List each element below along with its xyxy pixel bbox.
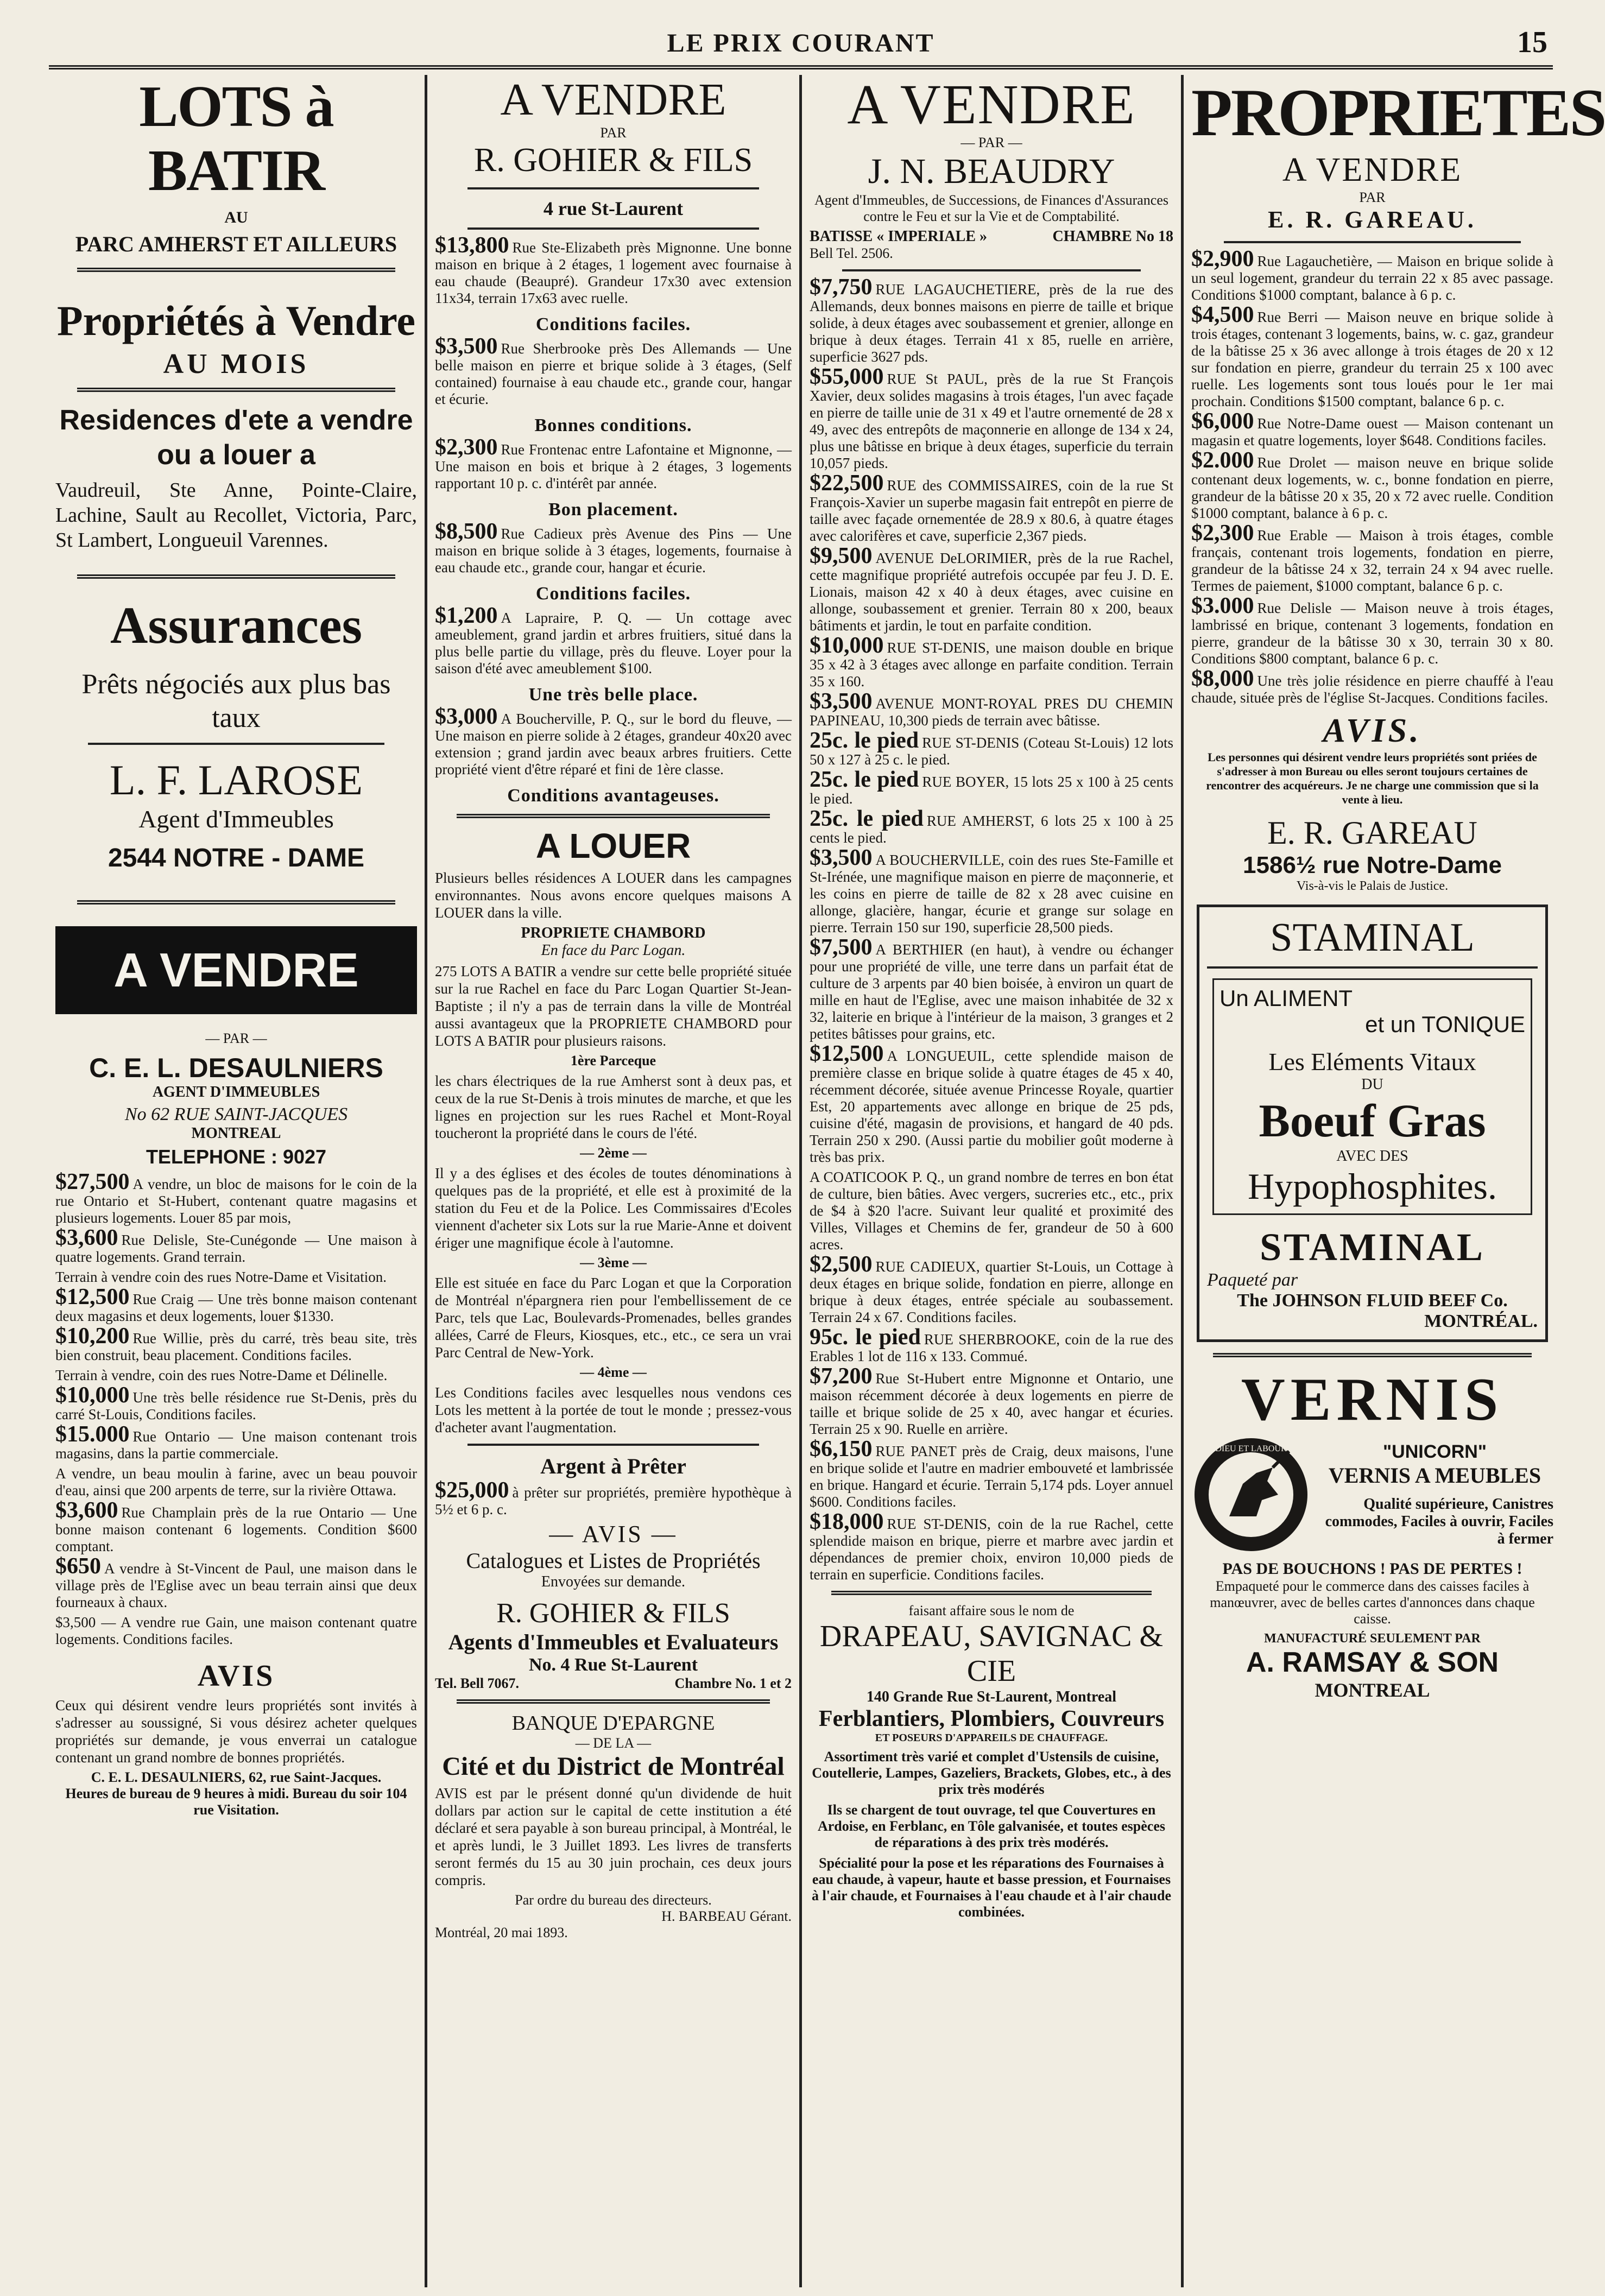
listing-text: Rue Cadieux près Avenue des Pins — Une maison en brique solide à 3 étages, logements, fournaise à eau chaude etc., grande cour, hangar et écurie. xyxy=(435,526,792,575)
listing-group xyxy=(1191,246,1553,706)
c3-tel: Bell Tel. 2506. xyxy=(810,245,893,261)
preter-title: Argent à Prêter xyxy=(540,1454,686,1478)
listing-item xyxy=(55,1614,417,1648)
c4-avis-title: AVIS. xyxy=(1323,712,1422,749)
listing-text: Une très jolie résidence en pierre chauffé à l'eau chaude, située près de l'église St-Jacques. Conditions faciles. xyxy=(1191,673,1553,706)
c2-tel: Tel. Bell 7067. xyxy=(435,1675,520,1691)
listing-text: RUE ST-DENIS, une maison double en brique 35 x 42 à 3 étages avec allonge en parfaite condition. Terrain 35 x 160. xyxy=(810,640,1173,690)
listing-item xyxy=(810,1325,1173,1365)
resid-title: Residences d'ete a vendre ou a louer a xyxy=(59,404,413,471)
listing-text: Terrain à vendre, coin des rues Notre-Dame et Délinelle. xyxy=(55,1367,388,1383)
divider xyxy=(457,1699,770,1704)
envoyees: Envoyées sur demande. xyxy=(541,1573,686,1590)
listing-item xyxy=(1191,302,1553,410)
telephone: TELEPHONE : 9027 xyxy=(146,1146,327,1168)
c2-addr: 4 rue St-Laurent xyxy=(543,198,684,219)
c2-firm: R. GOHIER & FILS xyxy=(473,142,753,179)
listing-item xyxy=(1191,246,1553,303)
listing-item xyxy=(810,1437,1173,1510)
listing-group xyxy=(810,275,1174,1583)
listing-item xyxy=(810,1364,1173,1438)
page-number: 15 xyxy=(1517,26,1547,59)
listing-price: $3,500 xyxy=(810,845,873,870)
listing-item xyxy=(55,1285,417,1325)
listing-price: $650 xyxy=(55,1554,101,1579)
vendre-banner: A VENDRE xyxy=(55,926,417,1014)
listing-text: Rue Champlain près de la rue Ontario — Une bonne maison contenant 6 logements. Condition $600 comptant. xyxy=(55,1504,417,1554)
listing-price: $1,200 xyxy=(435,603,498,628)
assortiment: Assortiment très varié et complet d'Ustensils de cuisine, Coutellerie, Lampes, Gazeliers, Brackets, Globes, etc., à des prix très modérés xyxy=(812,1749,1171,1797)
banque-order: Par ordre du bureau des directeurs. xyxy=(515,1892,712,1908)
listing-price: 25c. le pied xyxy=(810,728,919,753)
listing-text: RUE St PAUL, près de la rue St François Xavier, deux solides magasins à trois étages, l'un avec façade en pierre de taille unie de 31 x 49 et l'autre ornementé de 28 x 49, avec des entrepôts de maçonnerie en allonge de 134 x 24, plus une bâtisse en brique à deux étages, superficie du terrain 10,057 pieds. xyxy=(810,371,1173,471)
listing-text: A Lapraire, P. Q. — Un cottage avec ameublement, grand jardin et arbres fruitiers, situé dans la plus belle partie du village, près du fleuve. Loyer pour la saison d'été avec ameublement $100. xyxy=(435,610,792,676)
preter-text: à prêter sur propriétés, première hypothèque à 5½ et 6 p. c. xyxy=(435,1484,792,1517)
listing-text: Rue Frontenac entre Lafontaine et Mignonne, — Une maison en bois et brique à 2 étages, 3 logements rapportant 10 p. c. d'intérêt par année. xyxy=(435,441,792,491)
column-4 xyxy=(1181,75,1605,2287)
listing-price: $2,500 xyxy=(810,1252,873,1277)
listing-item xyxy=(55,1498,417,1555)
lots-sub2: PARC AMHERST ET AILLEURS xyxy=(75,232,397,256)
listing-price: $8,500 xyxy=(435,519,498,544)
divider xyxy=(831,1591,1152,1595)
listing-item xyxy=(55,1383,417,1423)
section-heading: Conditions faciles. xyxy=(535,584,691,604)
listing-item xyxy=(435,519,792,576)
listing-price: 25c. le pied xyxy=(810,806,924,831)
tel-row xyxy=(435,1675,792,1692)
gareau-name: E. R. GAREAU xyxy=(1267,815,1477,851)
par-label: — PAR — xyxy=(205,1030,267,1046)
listing-item xyxy=(55,1367,417,1384)
c4-agent: E. R. GAREAU. xyxy=(1268,206,1477,233)
divider xyxy=(467,227,759,230)
ramsay: A. RAMSAY & SON xyxy=(1246,1647,1499,1678)
p3-text: Elle est située en face du Parc Logan et que la Corporation de Montréal n'épargnera rien pour l'embellissement de ce Parc, tels que Lac, Boulevards-Promenades, belles grandes allées, Carré de Fleurs, Kiosques, etc., etc., ce sera un vrai Parc Central de New-York. xyxy=(435,1275,792,1361)
chambord-text: 275 LOTS A BATIR a vendre sur cette belle propriété située sur la rue Rachel en face du Parc Logan Quartier St-Jean-Baptiste ; il n'y a pas de terrain dans la ville de Montréal aussi avantageux que la PROPRIETE CHAMBORD pour LOTS A BATIR pour plusieurs raisons. xyxy=(435,963,792,1049)
listing-price: $3,500 xyxy=(810,689,873,714)
desaulniers-name: C. E. L. DESAULNIERS xyxy=(89,1053,383,1083)
listing-item xyxy=(435,435,792,492)
listing-price: $10,000 xyxy=(55,1383,130,1408)
qualite: Qualité supérieure, Canistres commodes, Faciles à ouvrir, Faciles à fermer xyxy=(1325,1496,1553,1547)
section-heading: Bonnes conditions. xyxy=(534,415,692,435)
listing-item xyxy=(810,1509,1173,1583)
listing-price: $7,200 xyxy=(810,1364,873,1389)
listing-item xyxy=(810,543,1173,634)
section-heading: Une très belle place. xyxy=(528,685,698,705)
louer-text: Plusieurs belles résidences A LOUER dans les campagnes environnantes. Nous avons encore quelques maisons A LOUER dans la ville. xyxy=(435,870,792,921)
listing-text: A Boucherville, P. Q., sur le bord du fleuve, — Une maison en pierre solide à 2 étages, grandeur 40x20 avec extension ; grand jardin avec beaux arbres fruitiers. Cette propriété vient d'être réparé et fini de 1ère classe. xyxy=(435,711,792,777)
listing-text: Rue Notre-Dame ouest — Maison contenant un magasin et quatre logements, loyer $648. Conditions faciles. xyxy=(1191,415,1553,448)
listing-item xyxy=(810,1041,1173,1166)
section-heading: Conditions faciles. xyxy=(535,314,691,334)
listing-item xyxy=(1191,448,1553,522)
listing-item xyxy=(810,806,1174,846)
listing-price: $8,000 xyxy=(1191,666,1254,691)
listing-price: $10,200 xyxy=(55,1324,130,1349)
listing-item xyxy=(810,1252,1173,1326)
avis-title: AVIS xyxy=(197,1659,275,1693)
listing-text: RUE ST-DENIS (Coteau St-Louis) 12 lots 50 x 127 à 25 c. le pied. xyxy=(810,735,1174,768)
listing-text: RUE CADIEUX, quartier St-Louis, un Cottage à deux étages en brique solide, fondation en pierre, allonge en brique à deux étages, entrée spéciale au soubassement. Terrain 24 x 67. Conditions faciles. xyxy=(810,1258,1173,1325)
c4-sub: A VENDRE xyxy=(1282,151,1463,188)
assur-title: Assurances xyxy=(110,596,362,654)
listing-item xyxy=(810,364,1173,472)
meubles: VERNIS A MEUBLES xyxy=(1328,1463,1541,1488)
listing-price: $12,500 xyxy=(55,1285,130,1310)
divider xyxy=(1213,1353,1532,1357)
column-2 xyxy=(425,75,799,2287)
agents-evaluateurs: Agents d'Immeubles et Evaluateurs xyxy=(448,1630,779,1654)
listing-text: RUE PANET près de Craig, deux maisons, l'une en brique solide et l'autre en madrier embouveté et lambrissée en brique. Hangard et écurie. Terrain 5,174 pds. Loyer annuel $600. Conditions faciles. xyxy=(810,1443,1173,1510)
montreal: MONTRÉAL. xyxy=(1424,1311,1538,1331)
listing-item xyxy=(810,471,1173,545)
listing-item xyxy=(435,233,792,307)
batisse-row xyxy=(810,228,1173,245)
drapeau-firm: DRAPEAU, SAVIGNAC & CIE xyxy=(819,1620,1164,1688)
p3-title: — 3ème — xyxy=(580,1255,647,1270)
listing-price: $9,500 xyxy=(810,543,873,568)
listing-price: $6,150 xyxy=(810,1437,873,1462)
listing-text: Terrain à vendre coin des rues Notre-Dame et Visitation. xyxy=(55,1269,387,1285)
listing-text: RUE des COMMISSAIRES, coin de la rue St François-Xavier un superbe magasin fait entrepôt en pierre de taille avec façade ornementée de 28.9 x 80.6, à quatre étages avec calorifères et cave, superficie 2,367 pieds. xyxy=(810,477,1173,544)
unicorn-logo-icon xyxy=(1191,1435,1311,1554)
listing-item xyxy=(810,728,1174,768)
banque-de: — DE LA — xyxy=(575,1735,652,1751)
listing-item xyxy=(55,1169,417,1226)
c3-agent-desc: Agent d'Immeubles, de Successions, de Finances d'Assurances contre le Feu et sur la Vie et de Comptabilité. xyxy=(814,192,1168,224)
p4-text: Les Conditions faciles avec lesquelles nous vendons ces Lots les mettent à la portée de tout le monde ; pressez-vous d'acheter avant l'augmentation. xyxy=(435,1384,792,1435)
listing-price: $13,800 xyxy=(435,233,509,258)
couvertures: Ils se chargent de tout ouvrage, tel que Couvertures en Ardoise, en Ferblanc, en Tôle galvanisée, et toutes espèces de réparations à des prix très modérés. xyxy=(817,1802,1166,1850)
listing-text: RUE AMHERST, 6 lots 25 x 100 à 25 cents le pied. xyxy=(810,813,1174,846)
c2-chambre: Chambre No. 1 et 2 xyxy=(674,1675,792,1691)
du: DU xyxy=(1361,1076,1383,1093)
aliment1: Un ALIMENT xyxy=(1219,985,1353,1011)
divider xyxy=(88,743,384,745)
listing-price: $6,000 xyxy=(1191,409,1254,434)
drapeau-addr: 140 Grande Rue St-Laurent, Montreal xyxy=(866,1688,1117,1705)
listing-text: A vendre à St-Vincent de Paul, une maison dans le village près de l'Eglise avec un beau terrain ainsi que deux fourneaux à chaux. xyxy=(55,1560,417,1610)
page-header xyxy=(49,22,1553,69)
listing-text: Rue Craig — Une très bonne maison contenant deux magasins et deux logements, louer $1330. xyxy=(55,1291,417,1324)
louer-title: A LOUER xyxy=(535,826,691,865)
banque-sign: H. BARBEAU Gérant. xyxy=(661,1908,792,1924)
staminal-ad xyxy=(1197,905,1548,1342)
unicorn: "UNICORN" xyxy=(1383,1441,1487,1462)
hypo: Hypophosphites. xyxy=(1248,1166,1497,1207)
boeuf: Boeuf Gras xyxy=(1259,1095,1486,1147)
prop-sub: AU MOIS xyxy=(163,349,309,379)
staminal2: STAMINAL xyxy=(1260,1225,1485,1269)
listing-price: $2.000 xyxy=(1191,448,1254,473)
listing-text: RUE LAGAUCHETIERE, près de la rue des Allemands, deux bonnes maisons en pierre de taille et brique solide, à deux étages avec soubassement et grenier, allonge en brique à deux étages. Terrain 41 x 85, ruelle en arrière, superficie 3627 pds. xyxy=(810,281,1173,365)
listing-price: $3,600 xyxy=(55,1498,118,1523)
listing-item xyxy=(55,1225,417,1266)
listing-price: $10,000 xyxy=(810,633,884,658)
listing-item xyxy=(435,334,792,408)
c4-title: PROPRIETES xyxy=(1191,75,1605,150)
listing-text: $3,500 — A vendre rue Gain, une maison contenant quatre logements. Conditions faciles. xyxy=(55,1614,417,1647)
listing-text: RUE SHERBROOKE, coin de la rue des Erables 1 lot de 116 x 133. Commué. xyxy=(810,1331,1173,1364)
elements: Les Eléments Vitaux xyxy=(1268,1048,1476,1076)
c3-par: — PAR — xyxy=(961,135,1022,150)
c2-firm2: R. GOHIER & FILS xyxy=(496,1598,730,1629)
divider xyxy=(457,814,770,818)
c2-addr2: No. 4 Rue St-Laurent xyxy=(528,1655,698,1675)
manufacture: MANUFACTURÉ SEULEMENT PAR xyxy=(1264,1631,1481,1646)
avis-text: Ceux qui désirent vendre leurs propriétés sont invités à s'adresser au soussigné, Si vous désirez acheter quelques propriétés sur demande, je vous enverrai un catalogue contenant un grand nombre de bonnes propriétés. xyxy=(55,1697,417,1766)
p2-title: — 2ème — xyxy=(580,1145,647,1161)
listing-item xyxy=(435,704,792,778)
listing-item xyxy=(435,603,792,677)
faisant: faisant affaire sous le nom de xyxy=(908,1603,1075,1618)
banque-cite: Cité et du District de Montréal xyxy=(442,1752,785,1781)
preter-row xyxy=(435,1478,792,1518)
listing-price: $55,000 xyxy=(810,364,884,389)
banque-date: Montréal, 20 mai 1893. xyxy=(435,1925,568,1940)
listing-price: $18,000 xyxy=(810,1509,884,1534)
listing-price: $4,500 xyxy=(1191,302,1254,327)
listing-text: RUE ST-DENIS, coin de la rue Rachel, cette splendide maison en brique, pierre et marbre avec jardin et dépendances de premier choix, environ 10,000 pieds de terrain en superficie. Conditions faciles. xyxy=(810,1516,1173,1583)
johnston: The JOHNSON FLUID BEEF Co. xyxy=(1237,1291,1508,1311)
listing-text: Une très belle résidence rue St-Denis, près du carré St-Louis, Conditions faciles. xyxy=(55,1389,417,1422)
listing-text: Rue Lagauchetière, — Maison en brique solide à un seul logement, grandeur du terrain 22 x 85 avec passage. Conditions $1000 comptant, balance à 6 p. c. xyxy=(1191,253,1553,303)
listing-text: AVENUE DeLORIMIER, près de la rue Rachel, cette magnifique propriété autrefois occupée par feu J. D. E. Lionais, maison 42 x 40 à deux étages, avec cuisine en allonge, soubassement et grenier. Terrain 80 x 200, beaux bâtiments et jardin, le tout en parfaite condition. xyxy=(810,550,1173,634)
listing-item xyxy=(1191,666,1553,706)
divider xyxy=(467,1444,759,1446)
staminal-inner xyxy=(1212,978,1532,1215)
staminal-title: STAMINAL xyxy=(1207,915,1538,969)
listing-text: A vendre, un beau moulin à farine, avec un beau pouvoir d'eau, ainsi que 200 arpents de terre, sur la rivière Ottawa. xyxy=(55,1465,417,1498)
larose-addr: 2544 NOTRE - DAME xyxy=(108,844,365,872)
listing-text: Rue Delisle — Maison neuve à trois étages, lambrissé en brique, contenant 3 logements, fondation en pierre, grandeur de la bâtisse 30 x 30, terrain 30 x 80. Conditions $800 comptant, balance 6 p. c. xyxy=(1191,600,1553,667)
vernis-info xyxy=(1311,1441,1553,1548)
lots-title: LOTS à BATIR xyxy=(139,74,333,203)
listing-price: $3,000 xyxy=(435,704,498,729)
banque-text: AVIS est par le présent donné qu'un dividende de huit dollars par action sur le capital de cette institution a été déclaré et sera payable à son bureau principal, à Montréal, le et après lundi, le 3 Juillet 1893. Les livres de transferts seront fermés du 15 au 30 juin prochain, ces deux jours compris. xyxy=(435,1785,792,1888)
empaquete: Empaqueté pour le commerce dans des caisses faciles à manœuvrer, avec de belles cartes d'annonces dans chaque caisse. xyxy=(1210,1578,1535,1627)
listing-item xyxy=(810,935,1173,1042)
listing-item xyxy=(1191,409,1553,449)
agent-label: AGENT D'IMMEUBLES xyxy=(152,1084,320,1100)
avis-hours: Heures de bureau de 9 heures à midi. Bureau du soir 104 rue Visitation. xyxy=(65,1786,407,1818)
column-3 xyxy=(799,75,1181,2287)
listing-price: $3.000 xyxy=(1191,593,1254,618)
paquete: Paqueté par xyxy=(1207,1270,1298,1290)
listing-price: $7,500 xyxy=(810,935,873,960)
resid-places: Vaudreuil, Ste Anne, Pointe-Claire, Lachine, Sault au Recollet, Victoria, Parc, St Lambert, Longueuil Varennes. xyxy=(55,479,417,552)
p1-title: 1ère Parceque xyxy=(570,1053,656,1068)
section-heading: Conditions avantageuses. xyxy=(507,786,719,806)
listing-item xyxy=(810,689,1173,729)
listing-price: 25c. le pied xyxy=(810,767,919,792)
listing-text: Rue St-Hubert entre Mignonne et Ontario, une maison récemment décorée à deux logements en pierre de taille et brique solide de 25 x 40, avec hangar et écuries. Terrain 25 x 90. Ruelle en arrière. xyxy=(810,1370,1173,1437)
chambre: CHAMBRE No 18 xyxy=(1052,228,1173,245)
listing-price: $7,750 xyxy=(810,275,873,300)
logo-text: DIEU ET LABOUR xyxy=(1215,1444,1287,1453)
listing-text: A COATICOOK P. Q., un grand nombre de terres en bon état de culture, bien bâties. Avec vergers, sucreries etc., etc., prix de $4 à $20 l'acre. Suivant leur qualité et proximité des Villes, Villages et Chemins de fer, grandeur de 50 à 600 acres. xyxy=(810,1169,1173,1253)
listing-text: Rue Erable — Maison à trois étages, comble français, contenant trois logements, fondation en pierre, grandeur de la bâtisse 24 x 32, terrain 24 x 94 avec ruelle. Termes de paiement, $1000 comptant, balance 6 p. c. xyxy=(1191,527,1553,594)
listing-item xyxy=(810,1169,1173,1253)
listing-text: A vendre, un bloc de maisons for le coin de la rue Ontario et St-Hubert, contenant quatre magasins et plusieurs logements. Louer 85 par mois, xyxy=(55,1176,417,1226)
banque-title: BANQUE D'EPARGNE xyxy=(511,1712,715,1735)
divider xyxy=(77,388,395,392)
prop-title: Propriétés à Vendre xyxy=(56,297,416,344)
p2-text: Il y a des églises et des écoles de toutes dénominations à quelques pas de la propriété, et elle est à proximité de la station du Feu et de la Police. Les Commissaires d'Ecoles viennent d'acheter six Lots sur la rue Marie-Anne et doivent ériger une magnifique école à l'automne. xyxy=(435,1165,792,1251)
page-title: LE PRIX COURANT xyxy=(667,29,935,58)
listing-price: $27,500 xyxy=(55,1169,130,1194)
listing-item xyxy=(55,1269,417,1286)
prets-text: Prêts négociés aux plus bas taux xyxy=(81,669,391,733)
city: MONTREAL xyxy=(191,1125,281,1142)
gareau-vis: Vis-à-vis le Palais de Justice. xyxy=(1296,879,1449,893)
divider xyxy=(842,269,1141,271)
vernis-row xyxy=(1191,1435,1553,1554)
chambord-sub: En face du Parc Logan. xyxy=(541,942,686,959)
listing-text: Rue Berri — Maison neuve en brique solide à trois étages, contenant 3 logements, bains, w. c. gaz, grandeur de la bâtisse 25 x 36 avec allonge à trois étages de 20 x 12 sur fondation en pierre, grandeur du terrain 25 x 100 avec ruelle. Les logements sont tous loués pour le 1er mai prochain. Conditions $1500 comptant, balance 6 p. c. xyxy=(1191,309,1553,409)
section-heading: Bon placement. xyxy=(548,499,678,520)
listing-item xyxy=(810,767,1173,807)
larose-role: Agent d'Immeubles xyxy=(138,805,334,833)
batisse: BATISSE « IMPERIALE » xyxy=(810,228,988,245)
chambord-title: PROPRIETE CHAMBORD xyxy=(521,925,706,941)
listing-text: A BOUCHERVILLE, coin des rues Ste-Famille et St-Irénée, une magnifique maison en pierre de maçonnerie, et les coins en pierre de taille de 82 x 28 avec cuisine en allonge, glacière, hangar, écurie et grange sur solage en pierre. Terrain 150 sur 190, superficie 28,500 pieds. xyxy=(810,852,1173,935)
avis-sign: C. E. L. DESAULNIERS, 62, rue Saint-Jacques. xyxy=(91,1769,382,1785)
listing-price: $12,500 xyxy=(810,1041,884,1066)
larose-name: L. F. LAROSE xyxy=(109,756,363,804)
listing-item xyxy=(55,1324,417,1364)
avec: AVEC DES xyxy=(1336,1148,1408,1165)
listing-text: Rue Delisle, Ste-Cunégonde — Une maison à quatre logements. Grand terrain. xyxy=(55,1232,417,1265)
listing-item xyxy=(55,1422,417,1462)
listing-text: Rue Willie, près du carré, très beau site, très bien construit, beau placement. Conditions faciles. xyxy=(55,1330,417,1363)
specialite: Spécialité pour la pose et les réparations des Fournaises à eau chaude, à vapeur, haute et basse pression, et Fournaises à l'air chaude, et Fournaises à l'eau chaude et à l'air chaude combinées. xyxy=(811,1855,1172,1920)
listing-group xyxy=(435,233,792,806)
c2-par: PAR xyxy=(600,125,627,141)
c4-avis-text: Les personnes qui désirent vendre leurs propriétés sont priées de s'adresser à mon Bureau ou elles seront toujours certaines de rencontrer des acquéreurs. Je ne charge une commission que si la vente à lieu. xyxy=(1206,750,1539,806)
bouchons: PAS DE BOUCHONS ! PAS DE PERTES ! xyxy=(1222,1560,1522,1578)
column-1 xyxy=(48,75,425,2287)
listing-text: Rue Drolet — maison neuve en brique solide contenant deux logements, w. c., bonne fondation en pierre, grandeur de la bâtisse 20 x 35, 20 x 72 avec ruelle. Condition $1000 comptant, balance à 6 p. c. xyxy=(1191,454,1553,521)
listing-price: $2,300 xyxy=(1191,521,1254,546)
listing-item xyxy=(810,633,1173,690)
divider xyxy=(1224,241,1521,243)
divider xyxy=(77,268,395,272)
divider xyxy=(77,900,395,905)
listing-item xyxy=(1191,593,1553,667)
listing-item xyxy=(55,1465,417,1499)
listing-text: Rue Ontario — Une maison contenant trois magasins, dans la partie commerciale. xyxy=(55,1428,417,1462)
listing-text: A LONGUEUIL, cette splendide maison de première classe en brique solide à quatre étages de 45 x 40, récemment décorée, située avenue Princesse Royale, quartier Est, 20 appartements avec allonge en brique de 25 pds, cuisine d'été, magasin de provisions, et hangard de 40 pds. Terrain 250 x 290. (Aussi partie du mobilier goût moderne à très bas prix. xyxy=(810,1048,1173,1165)
listing-item xyxy=(810,845,1173,936)
address: No 62 RUE SAINT-JACQUES xyxy=(124,1104,348,1124)
vernis-title: VERNIS xyxy=(1241,1366,1504,1433)
p4-title: — 4ème — xyxy=(580,1364,647,1380)
lots-sub1: AU xyxy=(224,208,248,226)
listing-price: $2,300 xyxy=(435,435,498,460)
preter-price: $25,000 xyxy=(435,1478,509,1503)
c2-title: A VENDRE xyxy=(500,74,726,125)
listing-price: $3,500 xyxy=(435,334,498,359)
aliment2: et un TONIQUE xyxy=(1365,1011,1525,1037)
listing-price: $3,600 xyxy=(55,1225,118,1250)
listing-price: $15.000 xyxy=(55,1422,130,1447)
listing-text: RUE BOYER, 15 lots 25 x 100 à 25 cents le pied. xyxy=(810,774,1173,807)
listing-price: $22,500 xyxy=(810,471,884,496)
listing-item xyxy=(1191,521,1553,594)
listing-text: Rue Sherbrooke près Des Allemands — Une belle maison en pierre et brique solide à 3 étages, (Self contained) fournaise à eau chaude etc., grande cour, hangar et écurie. xyxy=(435,340,792,407)
divider xyxy=(77,574,395,579)
listing-item xyxy=(55,1554,417,1611)
listing-price: 95c. le pied xyxy=(810,1325,921,1350)
c3-title: A VENDRE xyxy=(847,73,1136,136)
divider xyxy=(467,187,759,189)
ramsay-city: MONTREAL xyxy=(1315,1679,1430,1701)
listing-text: Rue Ste-Elizabeth près Mignonne. Une bonne maison en brique à 2 étages, 1 logement avec fournaise à eau chaude (Beaupré). Grandeur 17x30 avec extension 11x34, terrain 17x63 avec ruelle. xyxy=(435,239,792,306)
catalogues: Catalogues et Listes de Propriétés xyxy=(466,1548,761,1573)
poseurs: ET POSEURS D'APPAREILS DE CHAUFFAGE. xyxy=(875,1732,1108,1744)
listing-item xyxy=(810,275,1173,365)
c2-avis-title: — AVIS — xyxy=(549,1521,678,1547)
c4-par: PAR xyxy=(1359,189,1386,205)
c3-agent-name: J. N. BEAUDRY xyxy=(868,151,1115,191)
listing-group xyxy=(55,1169,417,1648)
listing-text: A BERTHIER (en haut), à vendre ou échanger pour une propriété de ville, une terre dans un parfait état de culture de 3 arpents par 40 bien boisée, à environ un quart de mille en haut de l'Eglise, avec une maison inhabitée de 32 x 32, laiterie en brique à l'intérieur de la maison, 3 granges et 2 petites bâtisses pour grains, etc. xyxy=(810,941,1173,1042)
trades: Ferblantiers, Plombiers, Couvreurs xyxy=(818,1706,1165,1731)
listing-price: $2,900 xyxy=(1191,246,1254,271)
gareau-addr: 1586½ rue Notre-Dame xyxy=(1243,852,1502,878)
listing-text: AVENUE MONT-ROYAL PRES DU CHEMIN PAPINEAU, 10,300 pieds de terrain avec bâtisse. xyxy=(810,695,1173,729)
p1-text: les chars électriques de la rue Amherst sont à deux pas, et ceux de la rue St-Denis à trois minutes de marche, et que les lignes en projection sur les rues Rachel et Mont-Royal toucheront la propriété dans le cours de l'été. xyxy=(435,1073,792,1141)
